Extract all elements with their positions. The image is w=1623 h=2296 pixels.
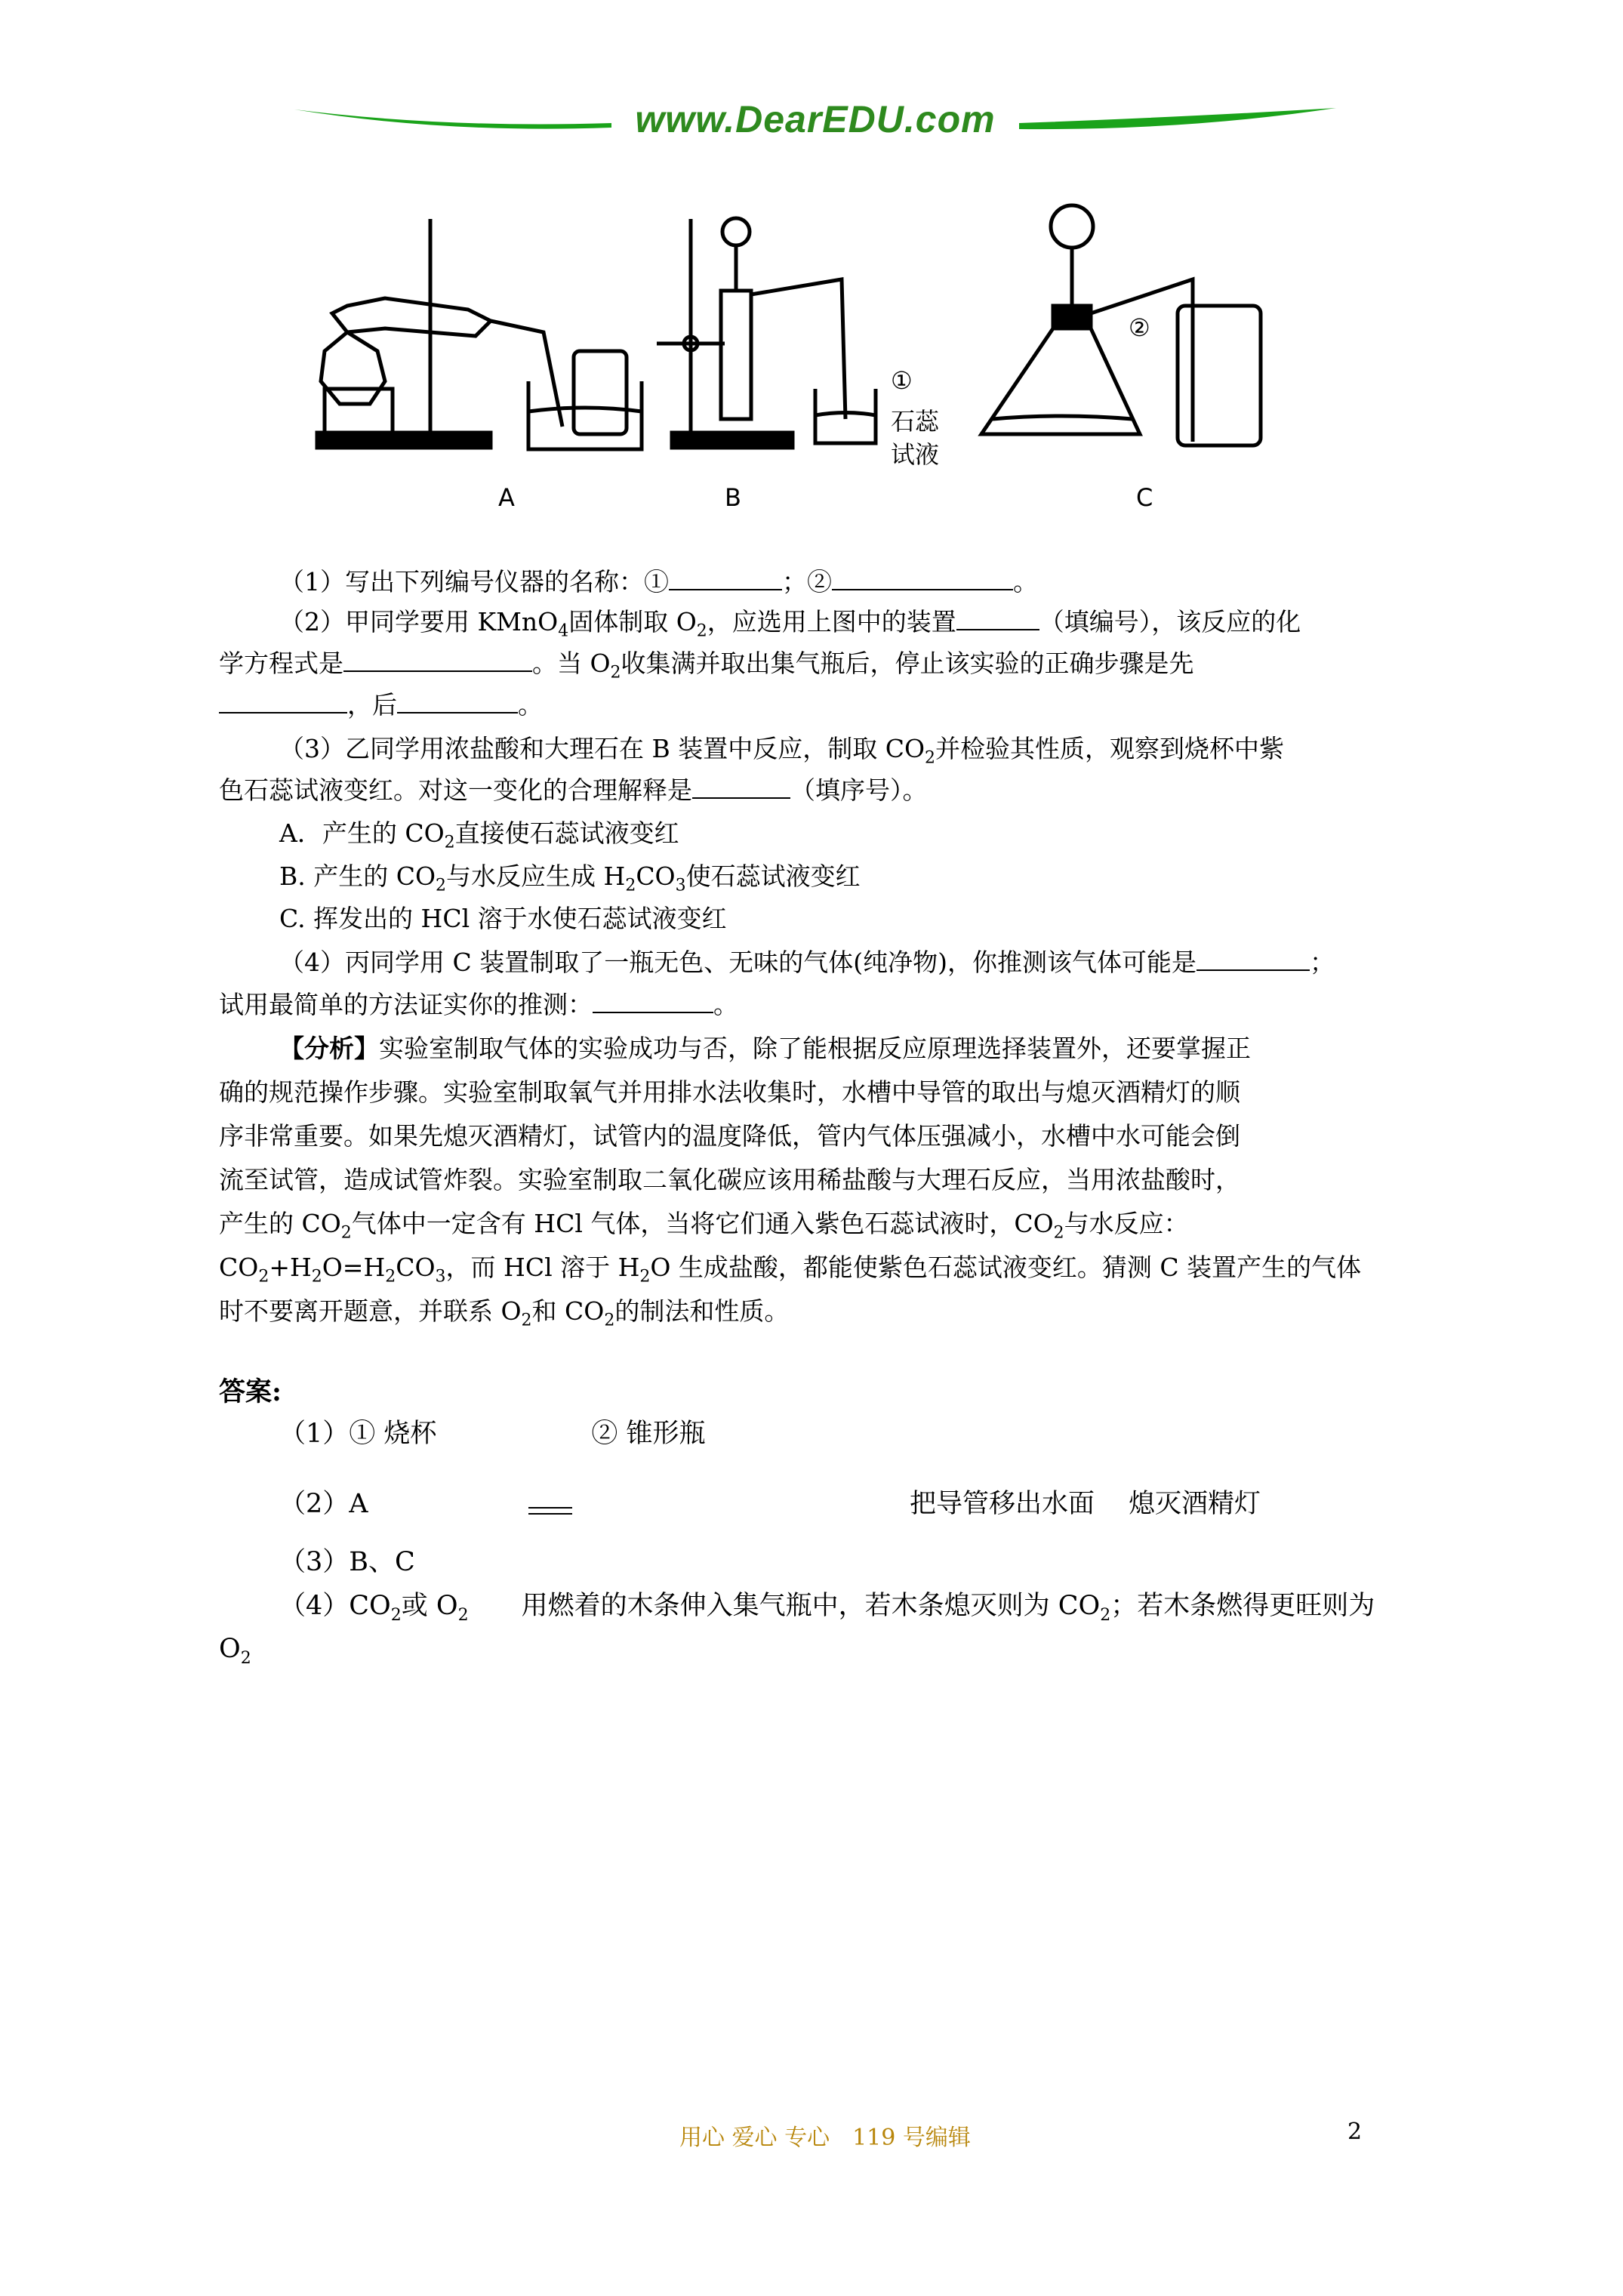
figure-label-c: C xyxy=(1136,483,1153,512)
answer-3: （3）B、C xyxy=(279,1547,415,1577)
figure-label-a: A xyxy=(498,483,515,512)
answer-blank[interactable] xyxy=(669,562,782,590)
analysis-line-2: 确的规范操作步骤。实验室制取氧气并用排水法收集时，水槽中导管的取出与熄灭酒精灯的顺 xyxy=(219,1077,1240,1107)
apparatus-drawing xyxy=(302,200,1306,532)
answer-4-line-2: $O_2$ xyxy=(219,1634,251,1668)
question-2-line-2: 学方程式是 。当 $O_2$收集满并取出集气瓶后，停止该实验的正确步骤是先 xyxy=(219,642,1412,695)
marker-1: ① xyxy=(891,366,913,395)
analysis-line-7: 时不要离开题意，并联系 $O_2$和 $CO_2$的制法和性质。 xyxy=(219,1296,790,1330)
answer-2: （2）A xyxy=(279,1489,368,1519)
option-a: A．产生的 $CO_2$直接使石蕊试液变红 xyxy=(279,818,679,852)
answer-2-steps: 把导管移出水面 熄灭酒精灯 xyxy=(910,1489,1261,1519)
apparatus-figure xyxy=(302,200,1306,532)
answer-1: （1）① 烧杯 ② 锥形瓶 xyxy=(279,1419,706,1449)
answer-blank[interactable] xyxy=(219,685,347,713)
site-header xyxy=(294,94,1336,155)
answer-blank[interactable] xyxy=(956,602,1039,630)
answer-blank[interactable] xyxy=(832,562,1013,590)
question-3-line-2: 色石蕊试液变红。对这一变化的合理解释是 （填序号）。 xyxy=(219,769,1412,812)
page-number: 2 xyxy=(1347,2119,1363,2145)
answer-blank[interactable] xyxy=(397,685,518,713)
litmus-label-2: 试液 xyxy=(891,440,940,469)
answer-blank[interactable] xyxy=(343,643,532,672)
question-1: （1）写出下列编号仪器的名称：① ；② 。 xyxy=(279,560,1472,604)
marker-2: ② xyxy=(1129,313,1150,342)
analysis-label: 【分析】 xyxy=(279,1034,379,1063)
question-3-line-1: （3）乙同学用浓盐酸和大理石在 B 装置中反应，制取 $CO_2$并检验其性质，观察到烧杯中紫 xyxy=(279,734,1285,768)
analysis-line-1: 【分析】实验室制取气体的实验成功与否，除了能根据反应原理选择装置外，还要掌握正 xyxy=(279,1034,1251,1063)
analysis-line-5: 产生的 $CO_2$气体中一定含有 HCl 气体，当将它们通入紫色石蕊试液时，$CO_2$与水反应： xyxy=(219,1209,1189,1243)
answers-title: 答案: xyxy=(219,1376,282,1407)
answer-blank[interactable] xyxy=(692,770,790,799)
answer-4-line-1: $(4)CO_2$或 $O_2$ 用燃着的木条伸入集气瓶中，若木条熄灭则为 $CO_2$；若木条燃得更旺则为 xyxy=(279,1591,1375,1625)
option-c: C. 挥发出的 HCl 溶于水使石蕊试液变红 xyxy=(279,904,727,933)
analysis-line-4: 流至试管，造成试管炸裂。实验室制取二氧化碳应该用稀盐酸与大理石反应，当用浓盐酸时， xyxy=(219,1165,1240,1194)
analysis-line-6: $CO_2+H_2O=H_2CO_3$，而 HCl 溶于 $H_2O$ 生成盐酸，都能使紫色石蕊试液变红。猜测 C 装置产生的气体 xyxy=(219,1253,1362,1287)
answer-blank[interactable] xyxy=(593,985,713,1013)
question-4-line-2: 试用最简单的方法证实你的推测： 。 xyxy=(219,983,1412,1027)
equation-equals-sign xyxy=(528,1507,572,1515)
footer-text: 用心 爱心 专心 119 号编辑 xyxy=(679,2125,971,2151)
option-b: B. 产生的 $CO_2$与水反应生成 $H_2CO_3$使石蕊试液变红 xyxy=(279,861,861,895)
site-url[interactable]: www.DearEDU.com xyxy=(635,98,996,140)
question-2-line-3: ，后 。 xyxy=(219,683,1412,727)
question-4-line-1: （4）丙同学用 C 装置制取了一瓶无色、无味的气体(纯净物)，你推测该气体可能是 ； xyxy=(279,941,1472,985)
analysis-line-3: 序非常重要。如果先熄灭酒精灯，试管内的温度降低，管内气体压强减小，水槽中水可能会倒 xyxy=(219,1121,1240,1151)
litmus-label-1: 石蕊 xyxy=(891,407,940,436)
answer-blank[interactable] xyxy=(1196,942,1310,971)
question-2-line-1: （2）甲同学要用 KMnO$_4$固体制取 $O_2$，应选用上图中的装置 （填编号），该反应的化 xyxy=(279,600,1472,654)
figure-label-b: B xyxy=(725,483,741,512)
